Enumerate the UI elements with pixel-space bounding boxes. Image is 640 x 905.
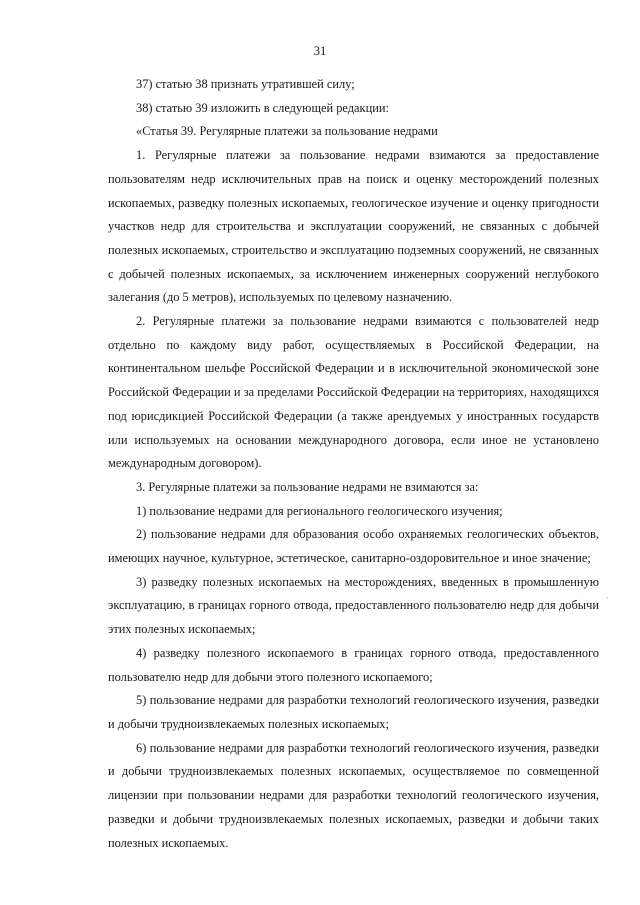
- list-item-1: 1) пользование недрами для регионального геологического изучения;: [136, 503, 503, 518]
- paragraph-clause-2: 2. Регулярные платежи за пользование недрами взимаются с пользователей недр отдельно по каждому виду работ, осуществляемых в Российской Федерации, на континентальном шельфе Российской Федерации и в исключительной экономической зоне Российской Федерации и за пределами Российской Федерации на территориях, находящихся под юрисдикцией Российской Федерации (а также арендуемых у иностранных государств или используемых на основании международного договора, если иное не установлено международным договором).: [108, 314, 599, 471]
- list-item-2: 2) пользование недрами для образования особо охраняемых геологических объектов, имеющих научное, культурное, эстетическое, санитарно-оздоровительное и иное значение;: [108, 527, 599, 566]
- margin-mark: ·: [606, 594, 609, 603]
- page-number: 31: [313, 44, 327, 58]
- paragraph-item-38: 38) статью 39 изложить в следующей редакции:: [136, 100, 389, 115]
- list-item-5: 5) пользование недрами для разработки технологий геологического изучения, разведки и добычи трудноизвлекаемых полезных ископаемых;: [108, 693, 599, 731]
- article-heading: «Статья 39. Регулярные платежи за пользование недрами: [136, 124, 438, 139]
- document-body: [108, 73, 599, 855]
- list-item-6: 6) пользование недрами для разработки технологий геологического изучения, разведки и добычи трудноизвлекаемых полезных ископаемых, осуществляемое по совмещенной лицензии при пользовании недрами для разработки технологий геологического изучения, разведки и добычи трудноизвлекаемых полезных ископаемых, разведки и добычи таких полезных ископаемых.: [108, 740, 599, 850]
- paragraph-clause-3: 3. Регулярные платежи за пользование недрами не взимаются за:: [136, 479, 479, 494]
- paragraph-clause-1: 1. Регулярные платежи за пользование недрами взимаются за предоставление пользователям недр исключительных прав на поиск и оценку месторождений полезных ископаемых, разведку полезных ископаемых, геологическое изучение и оценку пригодности участков недр для строительства и эксплуатации сооружений, не связанных с добычей полезных ископаемых, строительство и эксплуатацию подземных сооружений, не связанных с добычей полезных ископаемых, за исключением инженерных сооружений неглубокого залегания (до 5 метров), используемых по целевому назначению.: [108, 148, 599, 305]
- list-item-4: 4) разведку полезного ископаемого в границах горного отвода, предоставленного пользователю недр для добычи этого полезного ископаемого;: [108, 645, 599, 684]
- list-item-3: 3) разведку полезных ископаемых на месторождениях, введенных в промышленную эксплуатацию, в границах горного отвода, предоставленного пользователю недр для добычи этих полезных ископаемых;: [108, 574, 599, 637]
- paragraph-item-37: 37) статью 38 признать утратившей силу;: [136, 77, 355, 91]
